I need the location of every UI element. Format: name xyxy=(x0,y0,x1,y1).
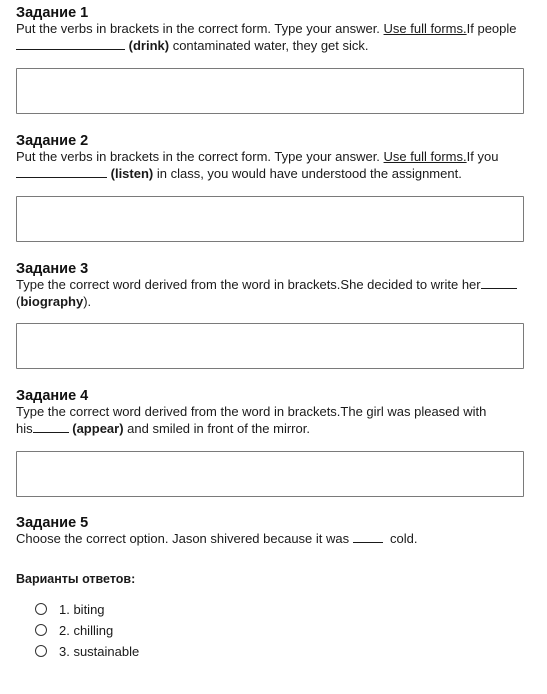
blank-line xyxy=(33,421,69,433)
option-biting[interactable] xyxy=(35,600,105,618)
task-2 xyxy=(16,133,526,182)
blank-line xyxy=(16,166,107,178)
answer-input-3[interactable] xyxy=(16,323,524,369)
task-text: Type the correct word derived from the word in brackets.The girl was pleased with his (appear) and smiled in front of the mirror. xyxy=(16,404,487,436)
task-text: Put the verbs in brackets in the correct form. Type your answer. Use full forms.If people (drink) contaminated water, they get sick. xyxy=(16,21,517,53)
use-full-forms-link: Use full forms. xyxy=(383,21,467,36)
answer-input-1[interactable] xyxy=(16,68,524,114)
task-3 xyxy=(16,261,526,310)
task-title: Задание 4 xyxy=(16,388,89,404)
task-text: Type the correct word derived from the word in brackets.She decided to write her (biography). xyxy=(16,277,526,310)
option-label: 2. chilling xyxy=(59,622,114,638)
blank-line xyxy=(481,277,517,289)
answer-input-2[interactable] xyxy=(16,196,524,242)
option-chilling[interactable] xyxy=(35,621,113,639)
option-sustainable[interactable] xyxy=(35,642,139,660)
option-label: 1. biting xyxy=(59,601,105,617)
task-text: Put the verbs in brackets in the correct form. Type your answer. Use full forms.If you (listen) in class, you would have understood the assignment. xyxy=(16,149,499,181)
use-full-forms-link: Use full forms. xyxy=(383,149,467,164)
task-4 xyxy=(16,388,526,437)
task-text: Choose the correct option. Jason shivered because it was cold. xyxy=(16,531,418,546)
radio-icon[interactable] xyxy=(35,624,47,636)
radio-icon[interactable] xyxy=(35,603,47,615)
task-title: Задание 3 xyxy=(16,261,89,277)
variants-label: Варианты ответов: xyxy=(16,572,136,586)
task-5 xyxy=(16,515,526,548)
task-title: Задание 5 xyxy=(16,515,89,531)
blank-line xyxy=(16,38,125,50)
option-label: 3. sustainable xyxy=(59,643,140,659)
radio-icon[interactable] xyxy=(35,645,47,657)
answer-input-4[interactable] xyxy=(16,451,524,497)
task-1 xyxy=(16,5,526,54)
task-title: Задание 2 xyxy=(16,133,89,149)
blank-line xyxy=(353,531,383,543)
task-title: Задание 1 xyxy=(16,5,89,21)
